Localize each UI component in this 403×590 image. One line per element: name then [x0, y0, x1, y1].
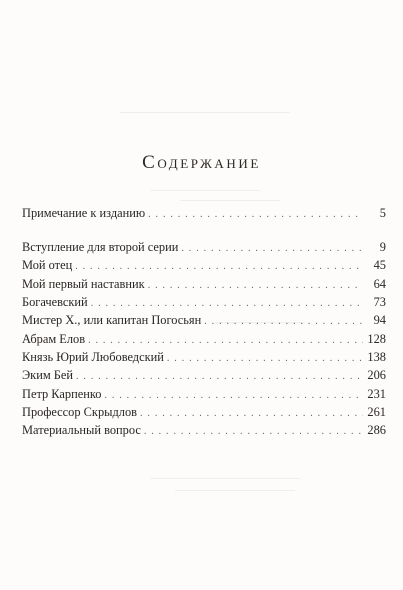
- toc-entry: [22, 256, 386, 274]
- toc-entry-page: 73: [373, 295, 386, 309]
- toc-entry-title: Материальный вопрос: [22, 423, 141, 437]
- dot-leader: [148, 206, 363, 224]
- toc-entry: [22, 366, 386, 384]
- toc-entry-title: Князь Юрий Любоведский: [22, 350, 164, 364]
- toc-entry: [22, 421, 386, 439]
- toc-entry-title: Примечание к изданию: [22, 206, 146, 220]
- toc-entry: [22, 403, 386, 421]
- dot-leader: [76, 368, 363, 386]
- toc-entry-title: Богачевский: [22, 295, 88, 309]
- toc-entry-page: 64: [373, 277, 386, 291]
- show-through-line: [175, 490, 295, 491]
- toc-entry: [22, 385, 386, 403]
- toc-entry-title: Профессор Скрыдлов: [22, 405, 138, 419]
- show-through-line: [150, 478, 300, 479]
- toc-entry-page: 261: [367, 405, 386, 419]
- toc-entry-title: Мой отец: [22, 258, 73, 272]
- toc-entry: [22, 293, 386, 311]
- toc-entry-page: 5: [379, 206, 386, 220]
- toc-entry-title: Петр Карпенко: [22, 387, 102, 401]
- dot-leader: [144, 423, 363, 441]
- toc-entry-page: 9: [379, 240, 386, 254]
- toc-entry: [22, 330, 386, 348]
- toc-entry-title: Мой первый наставник: [22, 277, 145, 291]
- toc-entry-title: Абрам Елов: [22, 332, 86, 346]
- toc-entry-title: Мистер Х., или капитан Погосьян: [22, 313, 202, 327]
- toc-entry-page: 206: [367, 368, 386, 382]
- toc-entry: [22, 204, 386, 222]
- show-through-line: [180, 200, 280, 201]
- toc-entry: [22, 348, 386, 366]
- toc-entry: [22, 275, 386, 293]
- dot-leader: [204, 313, 363, 331]
- toc-entry-page: 231: [367, 387, 386, 401]
- toc-entry-title: Вступление для второй серии: [22, 240, 179, 254]
- toc-entry-title: Эким Бей: [22, 368, 74, 382]
- toc-entry-page: 286: [367, 423, 386, 437]
- show-through-line: [120, 112, 290, 113]
- toc-entry-page: 45: [373, 258, 386, 272]
- toc-entry-page: 138: [367, 350, 386, 364]
- page-title: Содержание: [142, 152, 261, 173]
- toc-entry-page: 128: [367, 332, 386, 346]
- dot-leader: [75, 258, 363, 276]
- show-through-line: [150, 190, 260, 191]
- toc-entry-page: 94: [373, 313, 386, 327]
- toc-entry: [22, 311, 386, 329]
- toc-entry: [22, 238, 386, 256]
